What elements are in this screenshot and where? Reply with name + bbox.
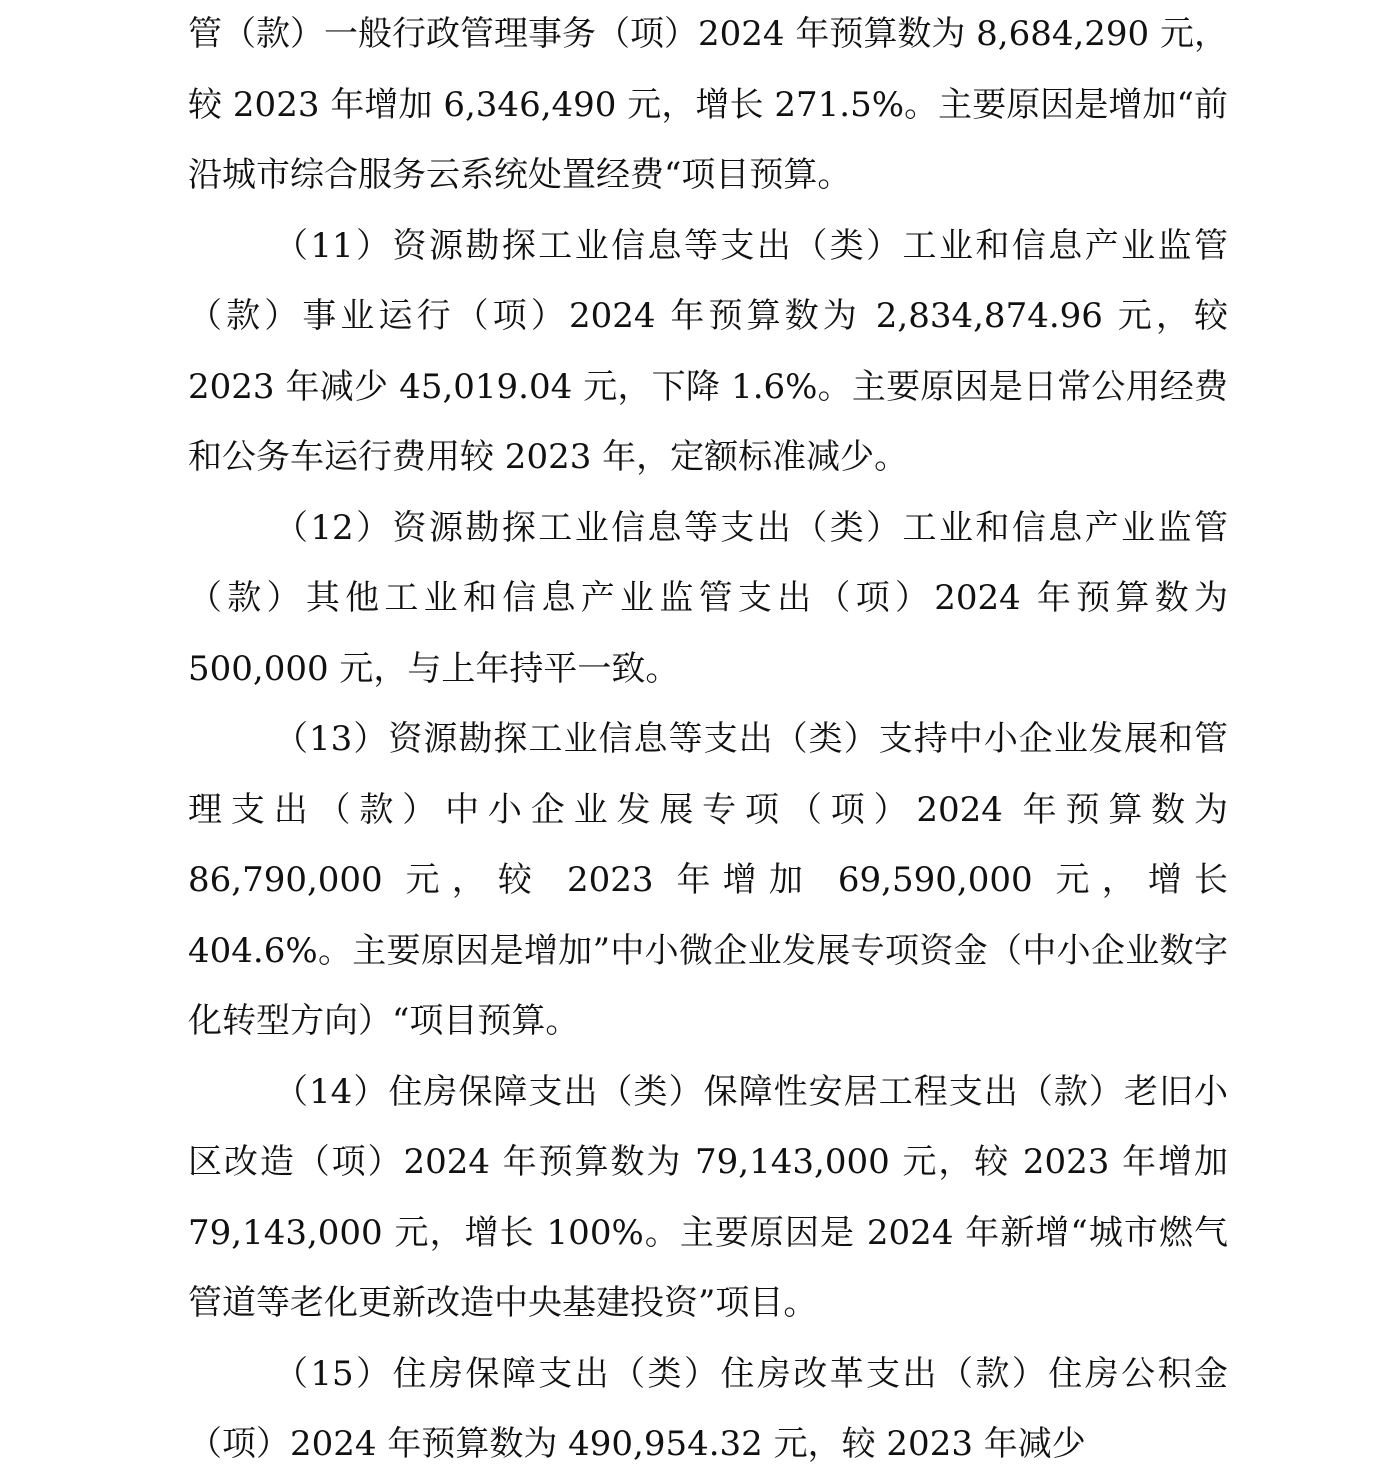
paragraph-item-13: （13）资源勘探工业信息等支出（类）支持中小企业发展和管理支出（款）中小企业发展专项（项）2024 年预算数为 86,790,000 元，较 2023 年增加 69,590,000 元，增长 404.6%。主要原因是增加”中小微企业发展专项资金（中小企业数字化转型方向）“项目预算。 <box>188 719 1228 1041</box>
paragraph-item-12: （12）资源勘探工业信息等支出（类）工业和信息产业监管（款）其他工业和信息产业监管支出（项）2024 年预算数为 500,000 元，与上年持平一致。 <box>188 507 1228 689</box>
paragraph-item-15: （15）住房保障支出（类）住房改革支出（款）住房公积金（项）2024 年预算数为 490,954.32 元，较 2023 年减少 <box>188 1353 1228 1464</box>
paragraph-item-11: （11）资源勘探工业信息等支出（类）工业和信息产业监管（款）事业运行（项）2024 年预算数为 2,834,874.96 元，较 2023 年减少 45,019.04 元，下降 1.6%。主要原因是日常公用经费和公务车运行费用较 2023 年，定额标准减少。 <box>188 225 1228 477</box>
paragraph-general-admin-affairs: 管（款）一般行政管理事务（项）2024 年预算数为 8,684,290 元，较 2023 年增加 6,346,490 元，增长 271.5%。主要原因是增加“前沿城市综合服务云系统处置经费“项目预算。 <box>188 14 1228 195</box>
paragraph-item-14: （14）住房保障支出（类）保障性安居工程支出（款）老旧小区改造（项）2024 年预算数为 79,143,000 元，较 2023 年增加 79,143,000 元，增长 100%。主要原因是 2024 年新增“城市燃气管道等老化更新改造中央基建投资”项目。 <box>188 1071 1228 1323</box>
document-body <box>188 0 1228 1480</box>
